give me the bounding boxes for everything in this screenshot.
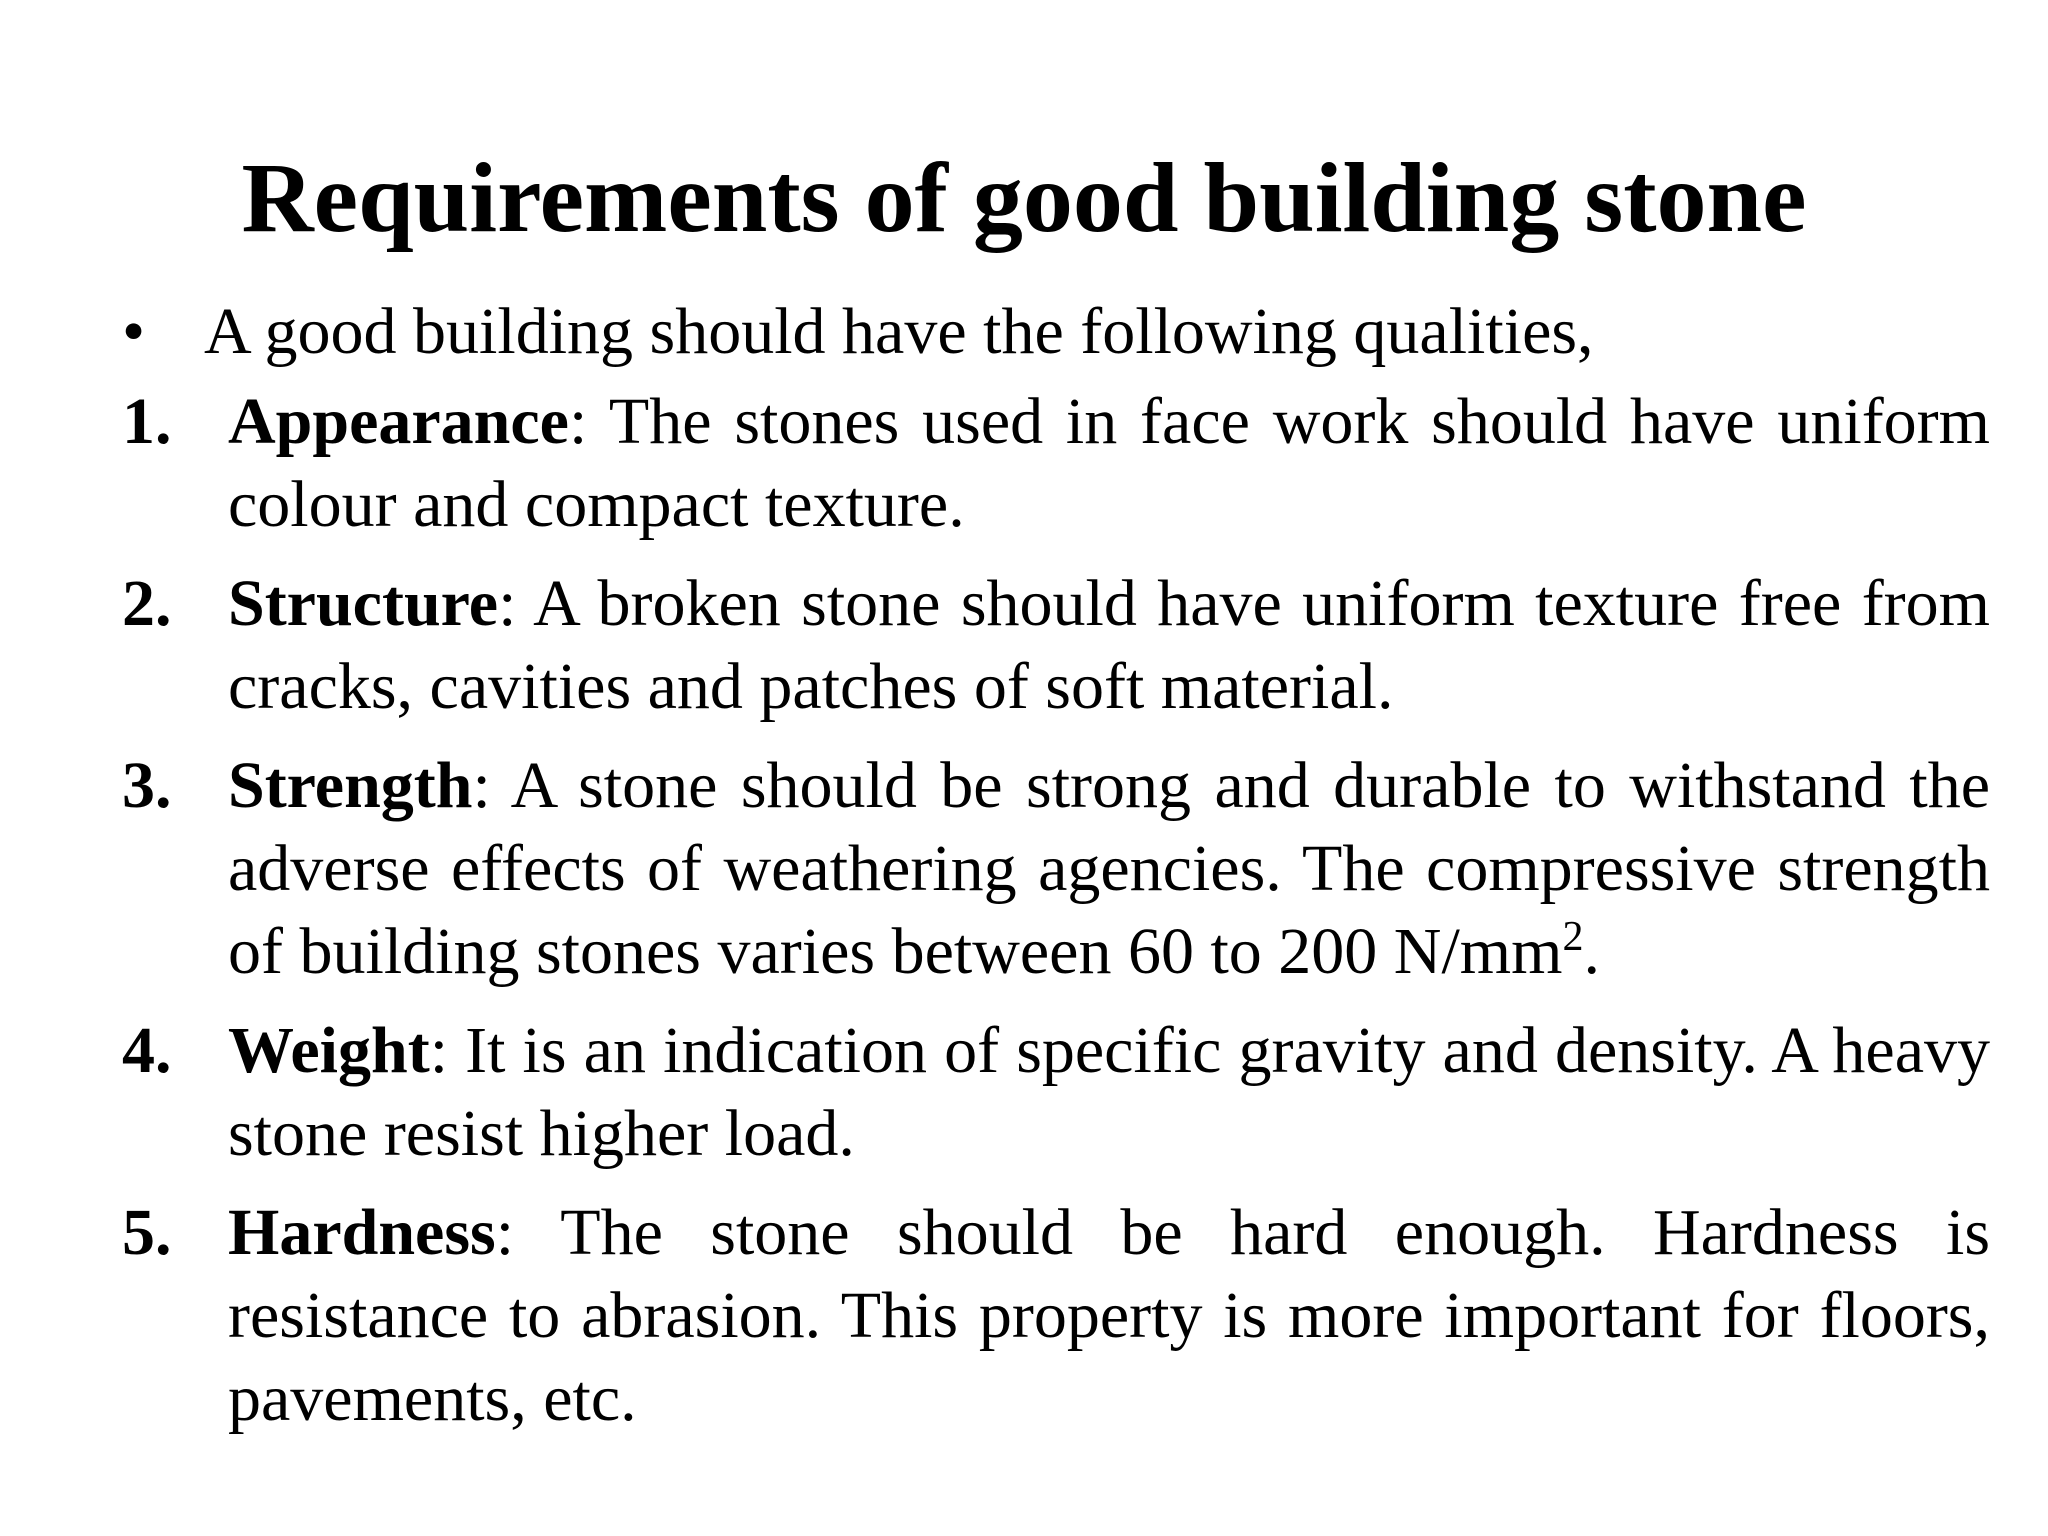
list-item-appearance [122, 380, 1990, 546]
item-heading: Weight [228, 1014, 430, 1087]
item-separator: : [498, 567, 517, 640]
intro-bullet-line [122, 290, 1594, 374]
item-number: 5. [122, 1196, 172, 1269]
list-item-hardness [122, 1191, 1990, 1440]
item-heading: Appearance [228, 385, 569, 458]
item-number: 3. [122, 749, 172, 822]
item-number: 4. [122, 1014, 172, 1087]
item-heading: Strength [228, 749, 473, 822]
list-item-structure [122, 562, 1990, 728]
list-item-strength [122, 744, 1990, 993]
item-heading: Structure [228, 567, 499, 640]
item-separator: : [472, 749, 491, 822]
item-number: 1. [122, 385, 172, 458]
item-text: The stone should be hard enough. Hardness is resistance to abrasion. This property is more important for floors, pavements, etc. [228, 1196, 1990, 1435]
item-text: The stones used in face work should have uniform colour and compact texture. [228, 385, 1990, 541]
item-heading: Hardness [228, 1196, 496, 1269]
intro-text: A good building should have the following qualities, [204, 295, 1594, 368]
unit-superscript: 2 [1562, 914, 1584, 960]
item-text: It is an indication of specific gravity and density. A heavy stone resist higher load. [228, 1014, 1990, 1170]
item-separator: : [568, 385, 588, 458]
item-text-end: . [1583, 915, 1600, 988]
item-separator: : [429, 1014, 449, 1087]
item-separator: : [495, 1196, 515, 1269]
list-item-weight [122, 1009, 1990, 1175]
requirements-list [122, 380, 1990, 1456]
item-number: 2. [122, 567, 172, 640]
item-text: A stone should be strong and durable to withstand the adverse effects of weathering agencies. The compressive strength of building stones varies between 60 to 200 N/mm [228, 749, 1990, 988]
item-text: A broken stone should have uniform texture free from cracks, cavities and patches of soft material. [228, 567, 1990, 723]
bullet-icon: • [122, 295, 146, 368]
slide-title: Requirements of good building stone [241, 142, 1807, 253]
